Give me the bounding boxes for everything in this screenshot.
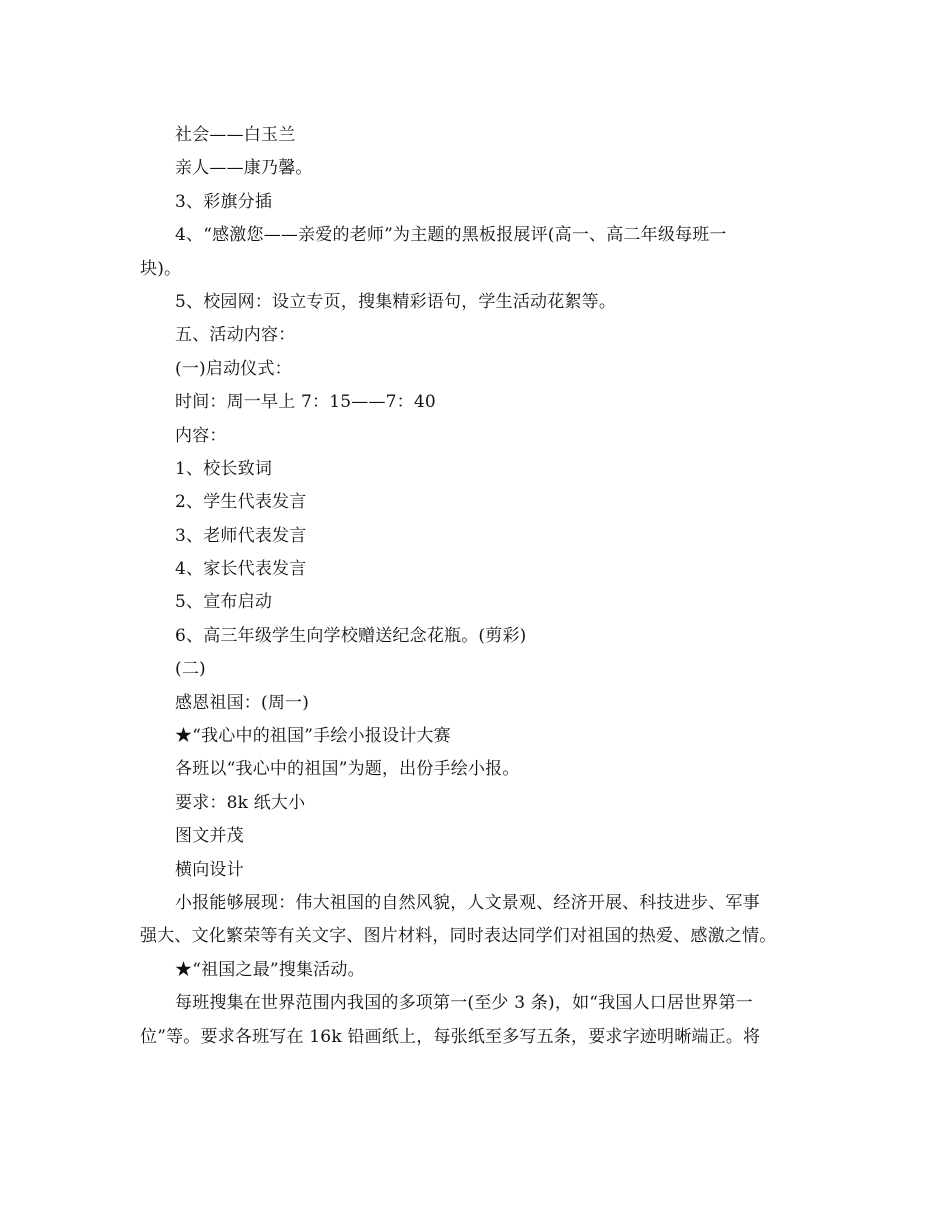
- text-line: 内容：: [175, 425, 227, 446]
- text-line: 社会——白玉兰: [175, 125, 296, 145]
- list-item: 1、校长致词: [175, 458, 273, 479]
- list-item: 5、校园网：设立专页，搜集精彩语句，学生活动花絮等。: [175, 291, 617, 312]
- list-item: 4、“感激您——亲爱的老师”为主题的黑板报展评(高一、高二年级每班一: [175, 225, 727, 246]
- list-item: 2、学生代表发言: [175, 492, 307, 513]
- section-heading: 五、活动内容：: [175, 325, 296, 346]
- text-line: 横向设计: [175, 859, 244, 880]
- text-line: 图文并茂: [175, 826, 244, 847]
- text-line: 每班搜集在世界范围内我国的多项第一(至少 3 条)，如“我国人口居世界第一: [175, 993, 753, 1014]
- text-line-continuation: 块)。: [140, 258, 182, 279]
- text-line: 各班以“我心中的祖国”为题，出份手绘小报。: [175, 759, 520, 780]
- list-item: 4、家长代表发言: [175, 559, 307, 580]
- list-item: 3、老师代表发言: [175, 525, 307, 546]
- text-line: 时间：周一早上 7：15——7：40: [175, 392, 436, 413]
- text-line: 要求：8k 纸大小: [175, 792, 306, 813]
- list-item: 3、彩旗分插: [175, 191, 273, 212]
- subsection-heading: (一)启动仪式：: [175, 358, 292, 379]
- document-body: [140, 119, 820, 1054]
- list-item: 6、高三年级学生向学校赠送纪念花瓶。(剪彩): [175, 625, 527, 646]
- text-line: ★“我心中的祖国”手绘小报设计大赛: [175, 726, 451, 747]
- text-line-continuation: 强大、文化繁荣等有关文字、图片材料，同时表达同学们对祖国的热爱、感激之情。: [140, 926, 777, 947]
- text-line: 小报能够展现：伟大祖国的自然风貌，人文景观、经济开展、科技进步、军事: [175, 892, 760, 913]
- text-line: ★“祖国之最”搜集活动。: [175, 959, 365, 980]
- text-line: 亲人——康乃馨。: [175, 158, 313, 179]
- list-item: 5、宣布启动: [175, 592, 273, 613]
- subsection-heading: (二): [175, 659, 206, 680]
- text-line-continuation: 位”等。要求各班写在 16k 铅画纸上，每张纸至多写五条，要求字迹明晰端正。将: [140, 1026, 761, 1047]
- text-line: 感恩祖国：(周一): [175, 692, 310, 713]
